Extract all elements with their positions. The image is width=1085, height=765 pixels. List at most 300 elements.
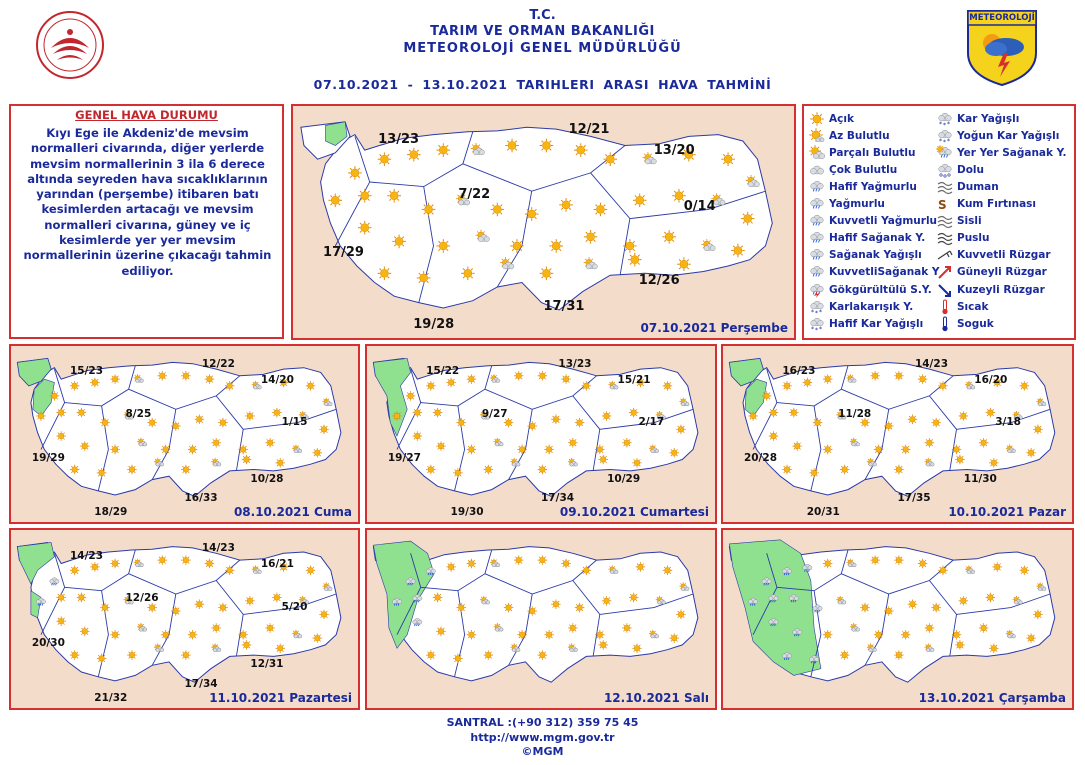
sun-icon bbox=[245, 596, 255, 606]
sun-icon bbox=[823, 559, 833, 569]
sun-icon bbox=[782, 465, 792, 475]
sun-icon bbox=[225, 381, 235, 391]
temperature-range-label: 12/26 bbox=[125, 592, 159, 605]
map-date-label: 12.10.2021 Salı bbox=[603, 691, 709, 705]
weather-legend bbox=[802, 104, 1076, 340]
sun-icon bbox=[514, 371, 524, 381]
legend-item bbox=[936, 161, 984, 178]
legend-label: Kuvvetli Yağmurlu bbox=[829, 215, 938, 228]
sun-icon bbox=[426, 381, 436, 391]
sun-icon bbox=[584, 230, 598, 244]
legend-item bbox=[936, 110, 1019, 127]
temperature-range-label: 14/20 bbox=[260, 374, 294, 387]
sun-icon bbox=[56, 431, 66, 441]
temperature-range-label: 2/17 bbox=[638, 416, 665, 429]
smoke-icon bbox=[936, 179, 954, 195]
sun-icon bbox=[70, 465, 80, 475]
sun-icon bbox=[446, 562, 456, 572]
sun-icon bbox=[598, 640, 608, 650]
sun-icon bbox=[1033, 425, 1043, 435]
sun-icon bbox=[467, 445, 477, 455]
sun-icon bbox=[901, 445, 911, 455]
sun-icon bbox=[602, 411, 612, 421]
heavy-snow-icon bbox=[936, 128, 954, 144]
sun-icon bbox=[225, 566, 235, 576]
svg-text:*: * bbox=[947, 137, 950, 144]
north-wind-icon bbox=[936, 282, 954, 298]
sun-icon bbox=[527, 606, 537, 616]
legend-label: Çok Bulutlu bbox=[829, 163, 898, 176]
sun-icon bbox=[77, 593, 87, 603]
temperature-range-label: 5/20 bbox=[281, 601, 308, 614]
sun-icon bbox=[80, 627, 90, 637]
sun-icon bbox=[158, 555, 168, 565]
temperature-range-label: 21/32 bbox=[94, 691, 128, 704]
sun-icon bbox=[789, 408, 799, 418]
sun-icon bbox=[433, 593, 443, 603]
legend-item bbox=[808, 178, 917, 195]
sun-icon bbox=[392, 235, 406, 249]
sun-icon bbox=[595, 445, 605, 455]
sun-icon bbox=[306, 566, 316, 576]
forecast-map-day-4 bbox=[721, 344, 1074, 524]
sun-icon bbox=[110, 445, 120, 455]
legend-item bbox=[936, 247, 1051, 264]
legend-label: Kuzeyli Rüzgar bbox=[957, 283, 1045, 296]
sun-icon bbox=[823, 630, 833, 640]
sun-icon bbox=[823, 374, 833, 384]
sun-icon bbox=[275, 458, 285, 468]
sun-icon bbox=[918, 559, 928, 569]
sun-icon bbox=[544, 630, 554, 640]
sun-icon bbox=[623, 239, 637, 253]
sun-icon bbox=[56, 593, 66, 603]
sun-icon bbox=[211, 438, 221, 448]
legend-label: Sağanak Yağışlı bbox=[829, 249, 922, 262]
sun-icon bbox=[1026, 448, 1036, 458]
haze-icon bbox=[936, 230, 954, 246]
sun-icon bbox=[840, 465, 850, 475]
svg-text:*: * bbox=[939, 120, 942, 127]
sun-icon bbox=[461, 267, 475, 281]
sun-icon bbox=[622, 438, 632, 448]
temperature-range-label: 17/34 bbox=[541, 492, 575, 505]
sun-icon bbox=[908, 599, 918, 609]
sun-icon bbox=[721, 152, 735, 166]
sun-icon bbox=[813, 418, 823, 428]
snow-icon bbox=[936, 111, 954, 127]
sun-icon bbox=[540, 267, 554, 281]
sun-icon bbox=[161, 630, 171, 640]
temperature-range-label: 19/29 bbox=[31, 451, 65, 464]
sun-icon bbox=[70, 381, 80, 391]
sun-icon bbox=[413, 431, 423, 441]
temperature-range-label: 14/23 bbox=[201, 542, 235, 555]
legend-label: Yağmurlu bbox=[829, 198, 885, 210]
sun-icon bbox=[894, 465, 904, 475]
svg-text:*: * bbox=[943, 121, 946, 127]
cold-thermometer-icon bbox=[936, 316, 954, 332]
sun-icon bbox=[218, 418, 228, 428]
legend-label: Puslu bbox=[957, 232, 990, 245]
sun-icon bbox=[894, 650, 904, 660]
shower-icon bbox=[808, 247, 826, 263]
footer-copyright: ©MGM bbox=[521, 745, 564, 758]
meteoroloji-logo-text: METEOROLOJİ bbox=[969, 13, 1035, 23]
temperature-range-label: 9/27 bbox=[481, 407, 508, 420]
ministry-seal-logo bbox=[35, 10, 105, 80]
turkey-land-shape bbox=[743, 362, 1055, 496]
sun-icon bbox=[56, 408, 66, 418]
turkey-map-svg bbox=[367, 530, 715, 708]
sun-icon bbox=[457, 603, 467, 613]
sun-icon bbox=[582, 566, 592, 576]
general-weather-title: GENEL HAVA DURUMU bbox=[75, 108, 218, 122]
legend-label: Güneyli Rüzgar bbox=[957, 266, 1047, 279]
sun-icon bbox=[931, 603, 941, 613]
sun-icon bbox=[884, 606, 894, 616]
heavy-rain-icon bbox=[808, 213, 826, 229]
sun-icon bbox=[632, 458, 642, 468]
sun-icon bbox=[1033, 610, 1043, 620]
sun-icon bbox=[594, 203, 608, 217]
sun-icon bbox=[238, 445, 248, 455]
sun-icon bbox=[931, 418, 941, 428]
sun-icon bbox=[769, 408, 779, 418]
legend-label: Parçalı Bulutlu bbox=[829, 146, 916, 159]
forecast-map-day-3 bbox=[365, 344, 717, 524]
sun-icon bbox=[491, 203, 505, 217]
sun-icon bbox=[925, 623, 935, 633]
footer-website-link[interactable]: http://www.mgm.gov.tr bbox=[470, 731, 615, 744]
sun-icon bbox=[90, 378, 100, 388]
legend-item bbox=[936, 281, 1045, 298]
sun-icon bbox=[938, 381, 948, 391]
sun-icon bbox=[484, 465, 494, 475]
sun-icon bbox=[629, 408, 639, 418]
sun-icon bbox=[602, 596, 612, 606]
sun-icon bbox=[127, 465, 137, 475]
sun-icon bbox=[80, 441, 90, 451]
map-date-label: 08.10.2021 Cuma bbox=[233, 505, 352, 519]
temperature-range-label: 17/35 bbox=[897, 492, 931, 505]
sun-icon bbox=[218, 603, 228, 613]
temperature-range-label: 7/22 bbox=[458, 187, 491, 203]
sun-icon bbox=[319, 425, 329, 435]
sun-icon bbox=[517, 445, 527, 455]
sun-icon bbox=[181, 555, 191, 565]
sun-icon bbox=[633, 194, 647, 208]
sun-icon bbox=[272, 408, 282, 418]
sun-icon bbox=[540, 139, 554, 153]
sun-icon bbox=[677, 257, 691, 271]
legend-item bbox=[808, 127, 890, 144]
temperature-range-label: 1/15 bbox=[281, 416, 308, 429]
temperature-range-label: 17/31 bbox=[543, 298, 585, 314]
sun-icon bbox=[313, 633, 323, 643]
map-date-label: 10.10.2021 Pazar bbox=[948, 505, 1066, 519]
legend-label: Gökgürültülü S.Y. bbox=[829, 283, 932, 296]
sun-icon bbox=[731, 244, 745, 258]
sun-icon bbox=[538, 465, 548, 475]
sun-icon bbox=[467, 374, 477, 384]
sun-icon bbox=[242, 455, 252, 465]
sun-icon bbox=[561, 374, 571, 384]
sun-icon bbox=[181, 650, 191, 660]
turkey-land-shape bbox=[31, 547, 341, 683]
sun-icon bbox=[955, 640, 965, 650]
sun-icon bbox=[446, 378, 456, 388]
sun-icon bbox=[407, 148, 421, 162]
sun-icon bbox=[437, 143, 451, 157]
sun-icon bbox=[1020, 381, 1030, 391]
sun-cloud-icon bbox=[808, 145, 826, 161]
sun-icon bbox=[669, 633, 679, 643]
sun-icon bbox=[265, 623, 275, 633]
sun-icon bbox=[986, 593, 996, 603]
sun-icon bbox=[575, 418, 585, 428]
sun-icon bbox=[195, 415, 205, 425]
sun-icon bbox=[50, 391, 60, 401]
legend-item bbox=[808, 264, 940, 281]
sun-icon bbox=[110, 374, 120, 384]
forecast-map-day-2 bbox=[9, 344, 360, 524]
sun-icon bbox=[669, 448, 679, 458]
sun-icon bbox=[36, 411, 46, 421]
sun-icon bbox=[484, 650, 494, 660]
temperature-range-label: 12/26 bbox=[638, 273, 680, 289]
legend-item bbox=[808, 230, 925, 247]
sun-icon bbox=[598, 455, 608, 465]
sun-icon bbox=[205, 559, 215, 569]
sun-icon bbox=[392, 411, 402, 421]
legend-item bbox=[936, 144, 1067, 161]
sun-icon bbox=[417, 271, 431, 285]
sun-icon bbox=[1020, 566, 1030, 576]
sun-icon bbox=[561, 559, 571, 569]
sun-icon bbox=[792, 441, 802, 451]
sun-icon bbox=[437, 239, 451, 253]
sun-icon bbox=[110, 630, 120, 640]
sun-icon bbox=[989, 644, 999, 654]
legend-label: Kuvvetli Rüzgar bbox=[957, 249, 1051, 262]
sun-icon bbox=[171, 421, 181, 431]
legend-item bbox=[808, 196, 885, 213]
sun-icon bbox=[358, 221, 372, 235]
sun-icon bbox=[628, 253, 642, 267]
temperature-range-label: 3/18 bbox=[995, 416, 1021, 429]
legend-label: Yer Yer Sağanak Y. bbox=[957, 146, 1067, 159]
legend-item bbox=[936, 264, 1047, 281]
legend-label: Duman bbox=[957, 180, 999, 193]
legend-label: Sisli bbox=[957, 215, 982, 228]
sun-icon bbox=[551, 599, 561, 609]
turkey-map-svg bbox=[723, 530, 1072, 708]
legend-item bbox=[936, 127, 1059, 144]
legend-item bbox=[808, 281, 932, 298]
sun-icon bbox=[870, 371, 880, 381]
sun-icon bbox=[171, 606, 181, 616]
legend-label: Dolu bbox=[957, 163, 985, 176]
sun-icon bbox=[319, 610, 329, 620]
sun-icon bbox=[568, 623, 578, 633]
sun-icon bbox=[918, 374, 928, 384]
sun-icon bbox=[453, 468, 463, 478]
sun-icon bbox=[568, 438, 578, 448]
sun-icon bbox=[378, 152, 392, 166]
sun-icon bbox=[188, 630, 198, 640]
sun-icon bbox=[595, 630, 605, 640]
temperature-range-label: 20/28 bbox=[743, 451, 777, 464]
svg-text:*: * bbox=[819, 308, 822, 315]
temperature-range-label: 16/33 bbox=[184, 492, 218, 505]
legend-item bbox=[808, 213, 937, 230]
sun-icon bbox=[97, 468, 107, 478]
svg-text:*: * bbox=[811, 308, 814, 315]
rain-icon bbox=[808, 196, 826, 212]
sun-icon bbox=[238, 630, 248, 640]
fog-icon bbox=[936, 213, 954, 229]
sun-icon bbox=[959, 596, 969, 606]
sun-small-cloud-icon bbox=[808, 128, 826, 144]
legend-label: Hafif Kar Yağışlı bbox=[829, 317, 924, 330]
sun-icon bbox=[538, 650, 548, 660]
temperature-range-label: 19/28 bbox=[413, 317, 455, 333]
sun-icon bbox=[544, 445, 554, 455]
sun-icon bbox=[908, 415, 918, 425]
temperature-range-label: 14/23 bbox=[914, 358, 948, 371]
sun-icon bbox=[514, 555, 524, 565]
sun-icon bbox=[181, 465, 191, 475]
sun-icon bbox=[467, 559, 477, 569]
temperature-range-label: 13/20 bbox=[653, 143, 695, 159]
svg-text:*: * bbox=[811, 325, 814, 332]
sun-icon bbox=[769, 431, 779, 441]
sun-icon bbox=[874, 630, 884, 640]
sun-icon bbox=[181, 371, 191, 381]
sun-icon bbox=[1026, 633, 1036, 643]
legend-item bbox=[808, 161, 897, 178]
map-date-label: 09.10.2021 Cumartesi bbox=[559, 505, 709, 519]
sun-icon bbox=[70, 566, 80, 576]
sun-icon bbox=[870, 555, 880, 565]
sun-icon bbox=[840, 650, 850, 660]
sun-icon bbox=[70, 650, 80, 660]
temperature-range-label: 15/23 bbox=[69, 365, 104, 378]
sun-icon bbox=[457, 418, 467, 428]
sun-icon bbox=[874, 445, 884, 455]
legend-label: Sıcak bbox=[957, 300, 989, 313]
hail-icon bbox=[936, 162, 954, 178]
temperature-range-label: 8/25 bbox=[125, 407, 152, 420]
sun-icon bbox=[603, 152, 617, 166]
forecast-map-day-7 bbox=[721, 528, 1074, 710]
temperature-range-label: 15/22 bbox=[426, 365, 460, 378]
sun-icon bbox=[979, 438, 989, 448]
sun-icon bbox=[328, 194, 342, 208]
temperature-range-label: 18/29 bbox=[94, 506, 128, 519]
sun-icon bbox=[860, 603, 870, 613]
legend-item bbox=[808, 247, 922, 264]
legend-label: Karlakarışık Y. bbox=[829, 300, 914, 313]
legend-label: Kar Yağışlı bbox=[957, 112, 1020, 125]
hot-thermometer-icon bbox=[936, 299, 954, 315]
forecast-map-day-6 bbox=[365, 528, 717, 710]
sun-icon bbox=[894, 555, 904, 565]
meteoroloji-logo bbox=[966, 9, 1038, 87]
thunderstorm-icon bbox=[808, 282, 826, 298]
temperature-range-label: 12/22 bbox=[201, 358, 235, 371]
temperature-range-label: 11/28 bbox=[838, 407, 872, 420]
legend-item bbox=[808, 144, 916, 161]
sun-icon bbox=[636, 562, 646, 572]
svg-text:*: * bbox=[815, 326, 818, 332]
heavy-shower-icon bbox=[808, 264, 826, 280]
header-tc: T.C. bbox=[529, 8, 556, 23]
temperature-range-label: 10/29 bbox=[607, 472, 641, 485]
temperature-range-label: 10/28 bbox=[250, 472, 284, 485]
light-shower-icon bbox=[808, 230, 826, 246]
sun-icon bbox=[453, 654, 463, 664]
sun-icon bbox=[527, 421, 537, 431]
sandstorm-icon bbox=[936, 196, 954, 212]
sun-icon bbox=[127, 650, 137, 660]
temperature-range-label: 12/21 bbox=[568, 122, 610, 138]
sun-icon bbox=[242, 640, 252, 650]
temperature-range-label: 19/30 bbox=[450, 506, 484, 519]
legend-label: KuvvetliSağanak Y bbox=[829, 266, 940, 279]
sun-icon bbox=[938, 566, 948, 576]
forecast-title: 07.10.2021 - 13.10.2021 TARIHLERI ARASI HAVA TAHMİNİ bbox=[313, 77, 772, 92]
sun-icon bbox=[275, 644, 285, 654]
sun-icon bbox=[422, 203, 436, 217]
turkey-land-shape bbox=[387, 362, 698, 496]
sun-icon bbox=[387, 189, 401, 203]
sun-icon bbox=[467, 630, 477, 640]
sun-icon bbox=[632, 644, 642, 654]
sun-icon bbox=[989, 458, 999, 468]
temperature-range-label: 19/27 bbox=[387, 451, 421, 464]
sun-icon bbox=[629, 593, 639, 603]
temperature-range-label: 13/23 bbox=[558, 358, 592, 371]
scattered-shower-icon bbox=[936, 145, 954, 161]
temperature-range-label: 17/29 bbox=[323, 245, 364, 261]
sun-icon bbox=[952, 445, 962, 455]
sun-icon bbox=[979, 623, 989, 633]
temperature-range-label: 16/21 bbox=[260, 558, 294, 571]
sun-icon bbox=[205, 374, 215, 384]
legend-item bbox=[808, 315, 923, 332]
svg-text:*: * bbox=[947, 120, 950, 127]
sun-icon bbox=[245, 411, 255, 421]
sun-icon bbox=[272, 593, 282, 603]
sun-icon bbox=[211, 623, 221, 633]
sun-icon bbox=[110, 559, 120, 569]
sun-icon bbox=[741, 212, 755, 226]
sun-icon bbox=[188, 445, 198, 455]
sun-icon bbox=[582, 381, 592, 391]
sun-icon bbox=[748, 411, 758, 421]
legend-label: Soguk bbox=[957, 317, 994, 330]
sun-icon bbox=[782, 381, 792, 391]
temperature-range-label: 14/23 bbox=[69, 549, 104, 562]
sun-icon bbox=[952, 630, 962, 640]
sun-icon bbox=[433, 408, 443, 418]
svg-text:*: * bbox=[939, 137, 942, 144]
temperature-range-label: 0/14 bbox=[683, 198, 716, 214]
sun-icon bbox=[823, 445, 833, 455]
legend-item bbox=[936, 178, 999, 195]
